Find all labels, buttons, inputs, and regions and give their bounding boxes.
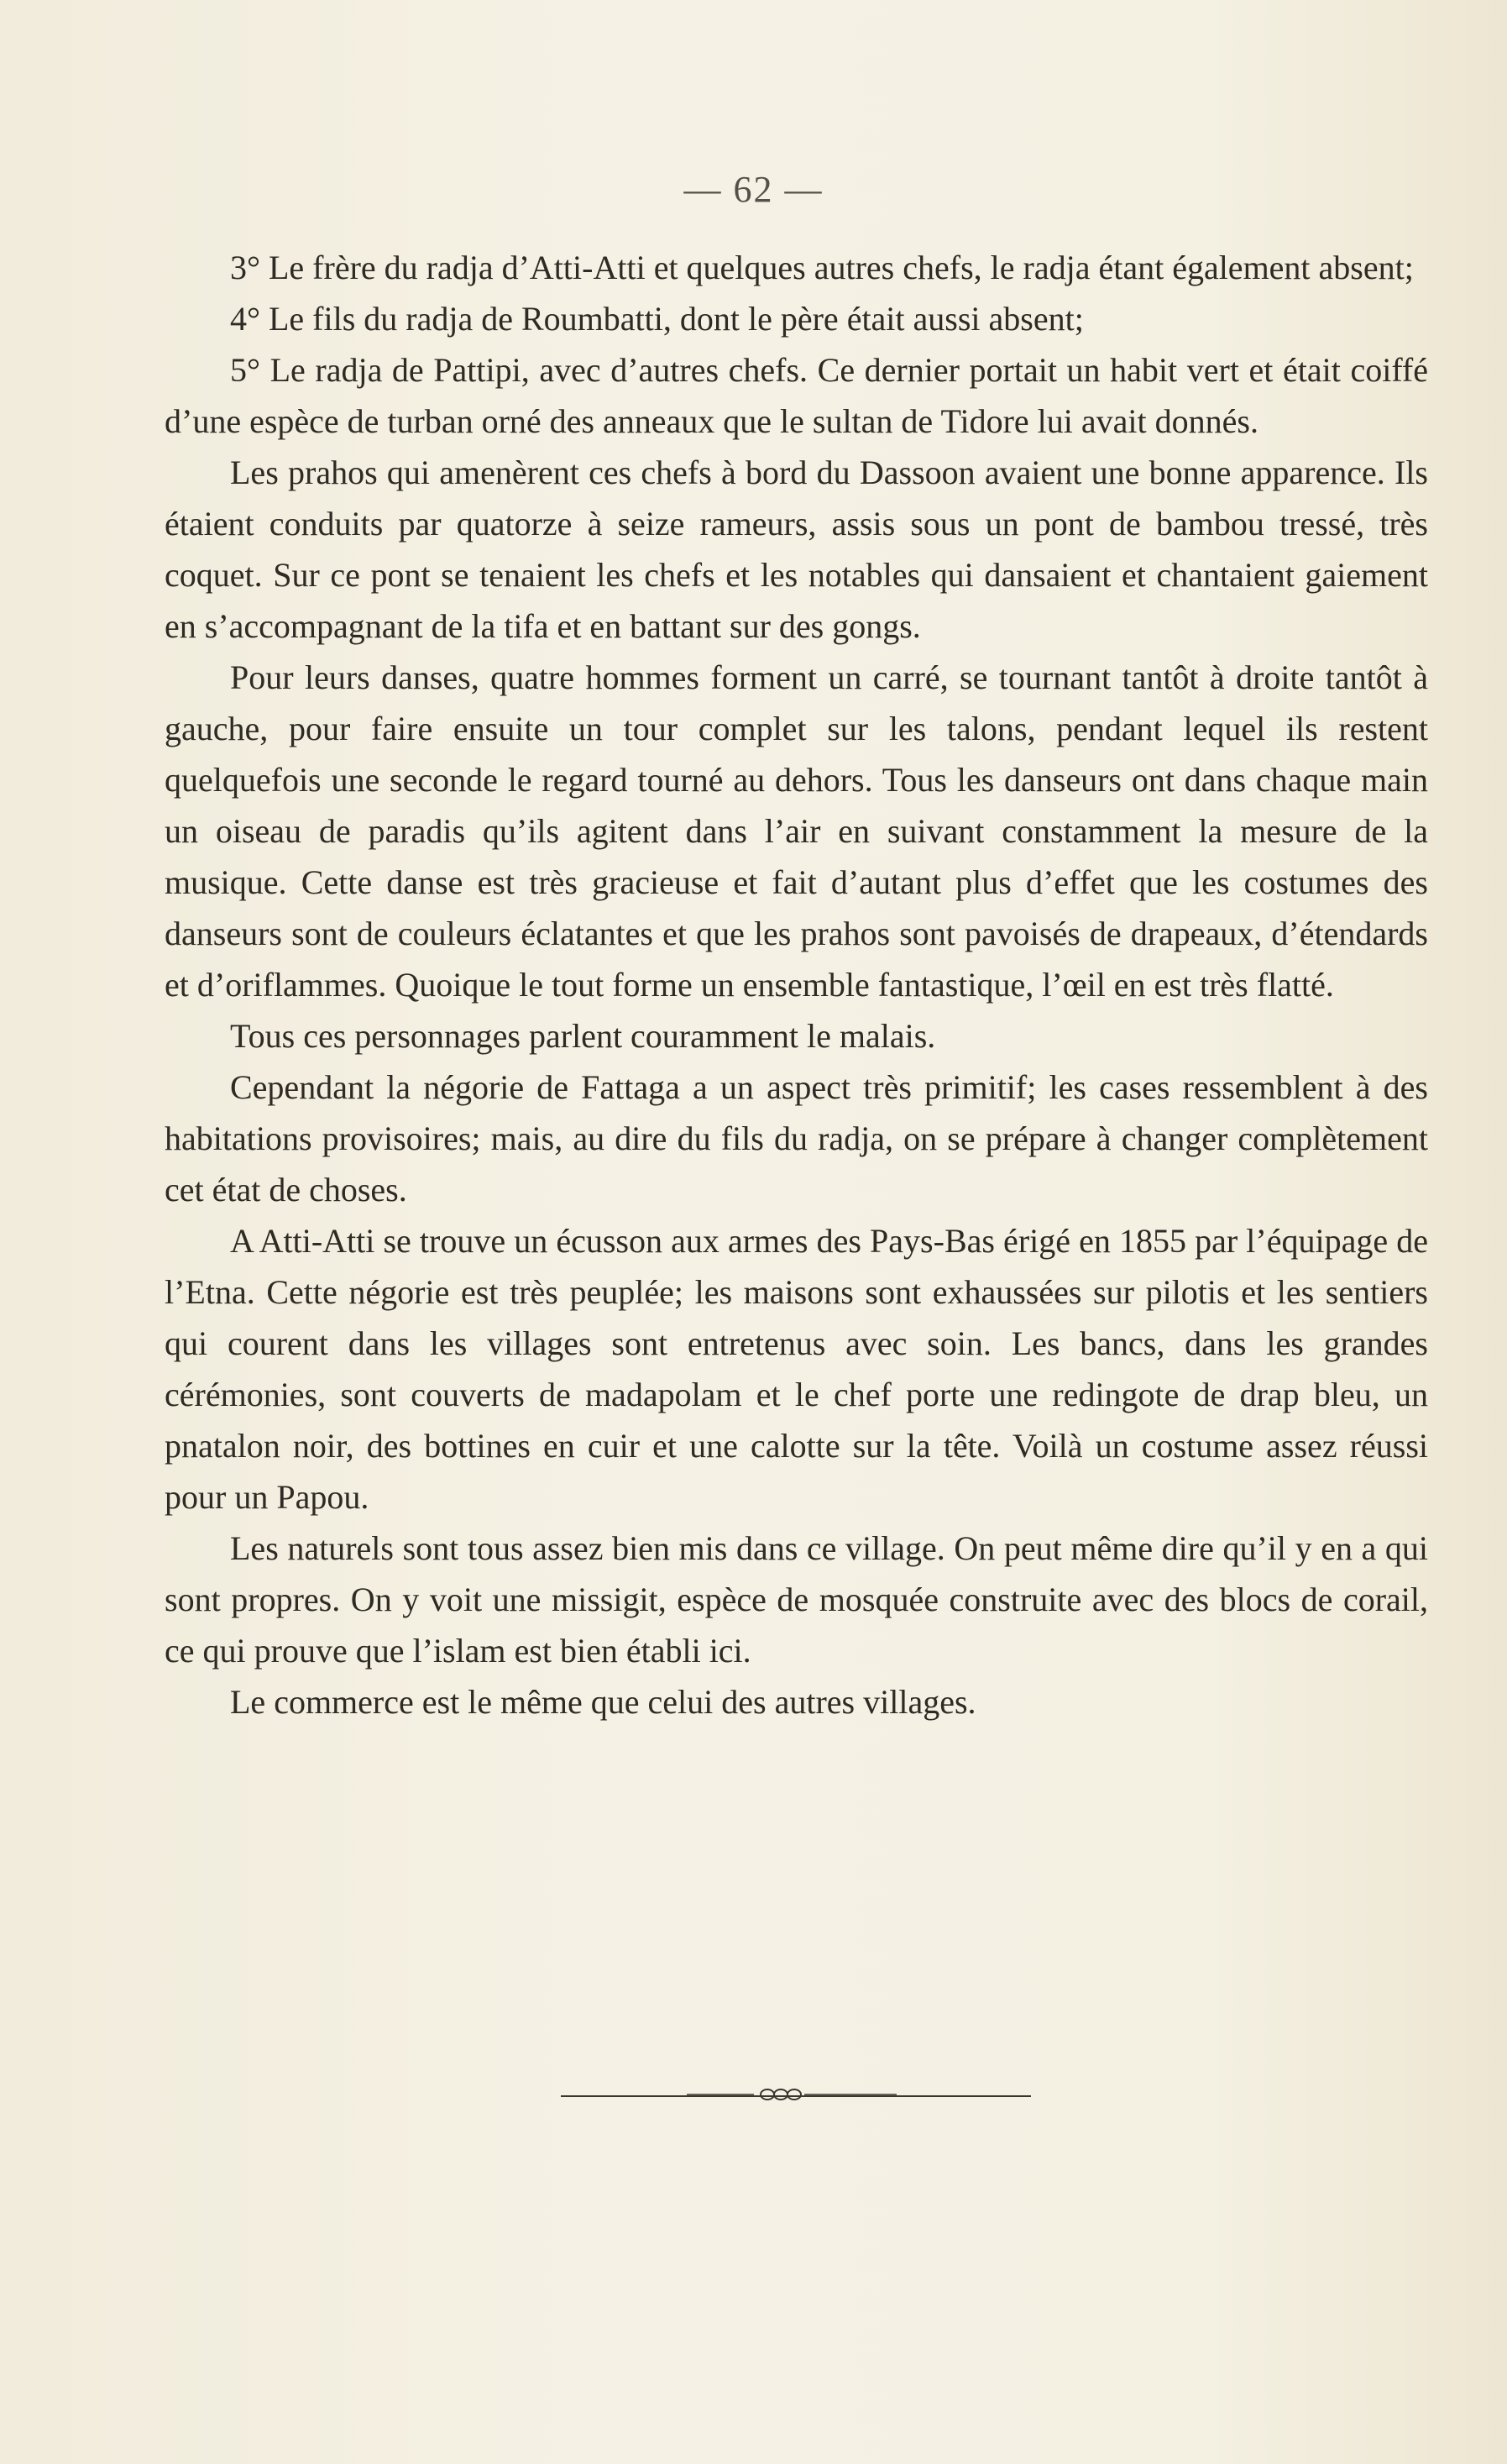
paragraph: 3° Le frère du radja d’Atti-Atti et quelques autres chefs, le radja étant également absent;: [230, 249, 1414, 286]
paragraph: 4° Le fils du radja de Roumbatti, dont le père était aussi absent;: [230, 300, 1084, 338]
paragraph: Cependant la négorie de Fattaga a un aspect très primitif; les cases ressemblent à des habitations provisoires; mais, au dire du fils du radja, on se prépare à changer complètement cet état de choses.: [165, 1068, 1428, 1208]
paragraph: Les naturels sont tous assez bien mis dans ce village. On peut même dire qu’il y en a qui sont propres. On y voit une missigit, espèce de mosquée construite avec des blocs de corail, ce qui prouve que l’islam est bien établi ici.: [165, 1529, 1428, 1670]
paragraph: 5° Le radja de Pattipi, avec d’autres chefs. Ce dernier portait un habit vert et était coiffé d’une espèce de turban orné des anneaux que le sultan de Tidore lui avait donnés.: [165, 351, 1428, 440]
body-text: [165, 242, 1428, 1727]
paragraph: Pour leurs danses, quatre hommes forment un carré, se tournant tantôt à droite tantôt à gauche, pour faire ensuite un tour complet sur les talons, pendant lequel ils restent quelquefois une seconde le regard tourné au dehors. Tous les danseurs ont dans chaque main un oiseau de paradis qu’ils agitent dans l’air en suivant constamment la mesure de la musique. Cette danse est très gracieuse et fait d’autant plus d’effet que les costumes des danseurs sont de couleurs éclatantes et que les prahos sont pavoisés de drapeaux, d’étendards et d’oriflammes. Quoique le tout forme un ensemble fantastique, l’œil en est très flatté.: [165, 658, 1428, 1004]
paragraph: Les prahos qui amenèrent ces chefs à bord du Dassoon avaient une bonne apparence. Ils étaient conduits par quatorze à seize rameurs, assis sous un pont de bambou tressé, très coquet. Sur ce pont se tenaient les chefs et les notables qui dansaient et chantaient gaiement en s’accompagnant de la tifa et en battant sur des gongs.: [165, 453, 1428, 645]
page-number: — 62 —: [683, 169, 824, 210]
paragraph: Tous ces personnages parlent couramment le malais.: [230, 1017, 936, 1055]
paragraph: Le commerce est le même que celui des autres villages.: [230, 1683, 976, 1721]
paragraph: A Atti-Atti se trouve un écusson aux armes des Pays-Bas érigé en 1855 par l’équipage de l’Etna. Cette négorie est très peuplée; les maisons sont exhaussées sur pilotis et les sentiers qui courent dans les villages sont entretenus avec soin. Les bancs, dans les grandes cérémonies, sont couverts de madapolam et le chef porte une redingote de drap bleu, un pnatalon noir, des bottines en cuir et une calotte sur la tête. Voilà un costume assez réussi pour un Papou.: [165, 1222, 1428, 1516]
tailpiece-rule-icon: [561, 2083, 1031, 2108]
